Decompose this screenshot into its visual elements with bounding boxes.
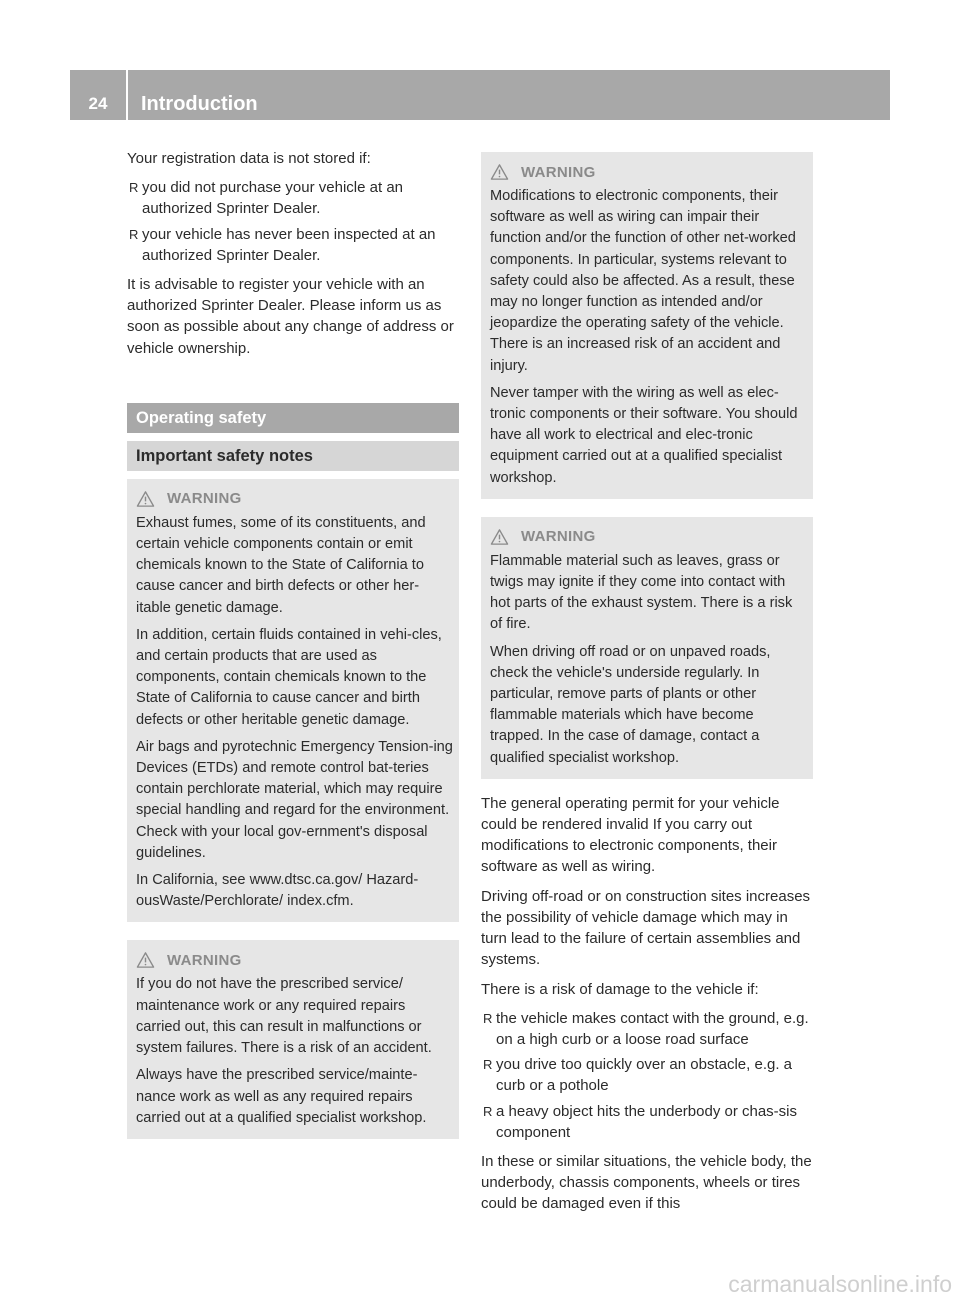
warning-text: Always have the prescribed service/mainte-nance work as well as any required repairs carried out at a qualified specialist workshop.: [136, 1067, 427, 1126]
bullet-icon: R: [129, 226, 139, 242]
subsection-heading-safety-notes: Important safety notes: [127, 441, 459, 471]
list-item: R you did not purchase your vehicle at an authorized Sprinter Dealer.: [129, 179, 403, 218]
warning-label: WARNING: [167, 490, 242, 508]
warning-triangle-icon: [136, 951, 155, 969]
list-item: R a heavy object hits the underbody or chas-sis component: [483, 1102, 798, 1141]
warning-text: Flammable material such as leaves, grass or twigs may ignite if they come into contact with hot parts of the exhaust system. There is a risk of fire.: [490, 552, 793, 633]
warning-text: Air bags and pyrotechnic Emergency Tension-ing Devices (ETDs) and remote control bat-teries contain perchlorate material, which may require special handling and regard for the environment. Check with your local gov-ernment's disposal guidelines.: [136, 738, 453, 861]
warning-text: In California, see www.dtsc.ca.gov/ Hazard-ousWaste/Perchlorate/ index.cfm.: [136, 872, 419, 910]
warning-triangle-icon: [490, 528, 509, 546]
warning-heading: [490, 160, 807, 184]
warning-heading: [136, 487, 453, 511]
registration-intro: Your registration data is not stored if:: [127, 150, 371, 167]
warning-text: If you do not have the prescribed service/ maintenance work or any required repairs carried out, this can result in malfunctions or system failures. There is a risk of an accident.: [136, 976, 432, 1057]
registration-advice: It is advisable to register your vehicle with an authorized Sprinter Dealer. Please inform us as soon as possible about any change of address or vehicle ownership.: [127, 276, 454, 357]
warning-text: Exhaust fumes, some of its constituents, and certain vehicle components contain or emit chemicals known to the State of California to cause cancer and birth defects or other her-itable genetic damage.: [136, 514, 426, 616]
page-number: 24: [88, 94, 108, 113]
permit-paragraph: The general operating permit for your vehicle could be rendered invalid If you carry out modifications to electronic components, their software as well as wiring.: [481, 794, 780, 876]
header-divider: [126, 70, 128, 120]
list-item: R the vehicle makes contact with the ground, e.g. on a high curb or a loose road surface: [483, 1009, 809, 1048]
registration-conditions-list: [127, 177, 459, 266]
section-heading-operating-safety: Operating safety: [127, 403, 459, 433]
warning-text: Never tamper with the wiring as well as elec-tronic components or their software. You should have all work to electrical and elec-tronic equipment carried out at a qualified specialist workshop.: [490, 384, 798, 486]
bullet-icon: R: [483, 1057, 493, 1073]
offroad-paragraph: Driving off-road or on construction sites increases the possibility of vehicle damage which may in turn lead to the failure of certain assemblies and systems.: [481, 887, 811, 969]
warning-heading: [490, 525, 807, 549]
bullet-icon: R: [129, 180, 139, 196]
watermark: carmanualsonline.info: [728, 1271, 952, 1297]
warning-text: When driving off road or on unpaved roads, check the vehicle's underside regularly. In particular, remove parts of plants or other flammable materials which have become trapped. In the case of damage, contact a qualified specialist workshop.: [490, 643, 771, 766]
warning-triangle-icon: [490, 163, 509, 181]
right-column: [481, 152, 813, 1223]
warning-box-exhaust: [127, 479, 459, 923]
bullet-icon: R: [483, 1010, 493, 1026]
warning-triangle-icon: [136, 490, 155, 508]
list-item: R you drive too quickly over an obstacle, e.g. a curb or a pothole: [483, 1056, 793, 1095]
warning-label: WARNING: [167, 951, 242, 969]
damage-risk-list: [481, 1008, 813, 1143]
chapter-title: Introduction: [141, 93, 258, 115]
closing-paragraph: In these or similar situations, the vehicle body, the underbody, chassis components, wheels or tires could be damaged even if this: [481, 1152, 812, 1213]
list-item: R your vehicle has never been inspected at an authorized Sprinter Dealer.: [129, 225, 436, 264]
warning-label: WARNING: [521, 163, 596, 181]
risk-intro: There is a risk of damage to the vehicle if:: [481, 980, 759, 998]
warning-text: In addition, certain fluids contained in vehi-cles, and certain products that are used as components, contain chemicals known to the State of California to cause cancer and birth defects or other heritable genetic damage.: [136, 626, 442, 728]
bullet-icon: R: [483, 1103, 493, 1119]
warning-heading: [136, 948, 453, 972]
warning-box-flammable: [481, 517, 813, 779]
warning-box-modifications: [481, 152, 813, 499]
warning-label: WARNING: [521, 528, 596, 546]
warning-text: Modifications to electronic components, their software as well as wiring can impair their function and/or the function of other net-worked components. In particular, systems relevant to safety could also be affected. As a result, these may no longer function as intended and/or jeopardize the operating safety of the vehicle. There is an increased risk of an accident and injury.: [490, 188, 796, 374]
left-column: [127, 148, 459, 1139]
page-header: [70, 70, 890, 120]
warning-box-maintenance: [127, 940, 459, 1138]
